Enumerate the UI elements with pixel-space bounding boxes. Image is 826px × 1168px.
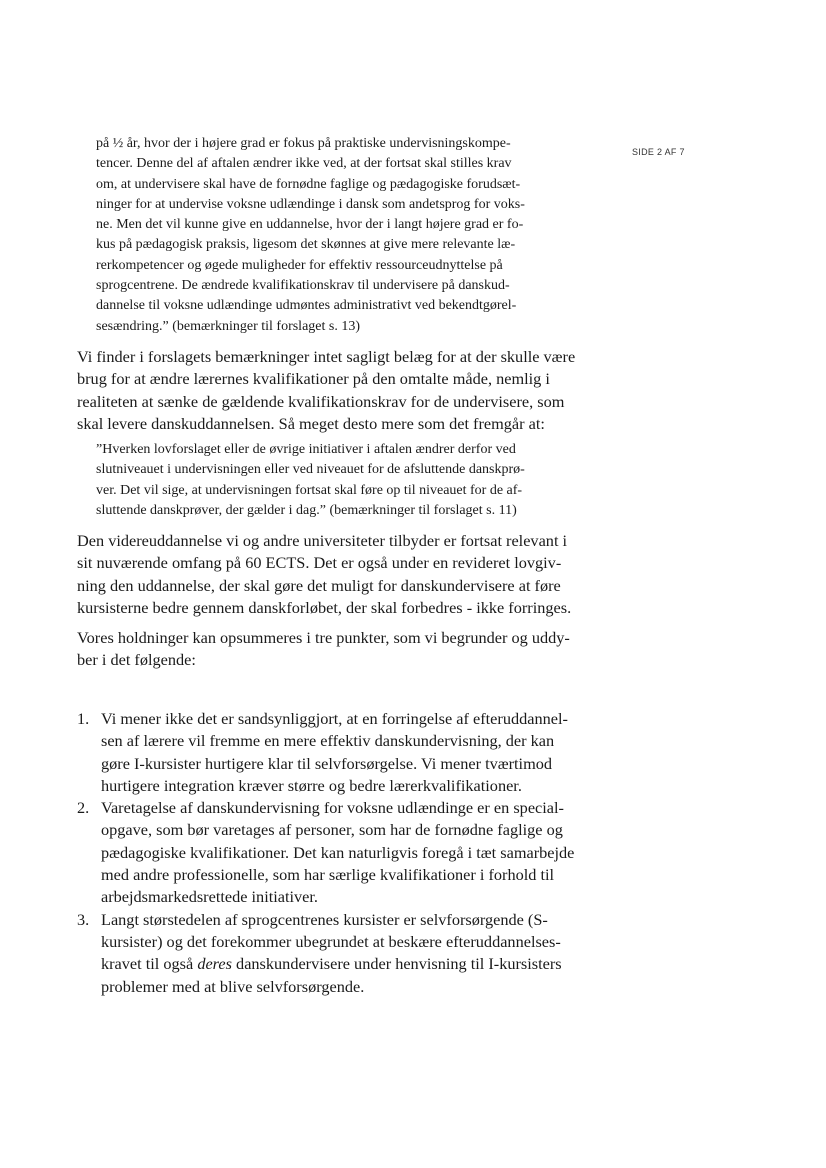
text-line: med andre professionelle, som har særlige kvalifikationer i forhold til [101,865,555,885]
text-line: ninger for at undervise voksne udlændinge i dansk som andetsprog for voks- [96,196,525,212]
text-line: Varetagelse af danskundervisning for voksne udlændinge er en special- [101,798,564,818]
text-line: Vi mener ikke det er sandsynliggjort, at en forringelse af efteruddannel- [101,709,568,728]
paragraph-1 [77,346,585,435]
text-line: realiteten at sænke de gældende kvalifikationskrav for de undervisere, som [77,391,565,411]
list-item [77,708,597,797]
text-line: brug for at ændre lærernes kvalifikationer på den omtalte måde, nemlig i [77,369,550,389]
text-line: sluttende danskprøver, der gælder i dag.” (bemærkninger til forslaget s. 11) [96,502,517,518]
list-number: 2. [77,798,90,818]
text-line: gøre I-kursister hurtigere klar til selvforsørgelse. Vi mener tværtimod [101,753,553,773]
text-line: på ½ år, hvor der i højere grad er fokus på praktiske undervisningskompe- [96,136,511,151]
text-line: ning den uddannelse, der skal gøre det muligt for danskundervisere at føre [77,575,561,595]
text-line: tencer. Denne del af aftalen ændrer ikke ved, at der fortsat skal stilles krav [96,156,512,172]
page-number-label: SIDE 2 AF 7 [632,147,685,157]
text-line: Langt størstedelen af sprogcentrenes kursister er selvforsørgende (S- [101,909,548,929]
text-line: kus på pædagogisk praksis, ligesom det skønnes at give mere relevante læ- [96,237,516,253]
text-line: sesændring.” (bemærkninger til forslaget s. 13) [96,318,361,334]
text-line: kursisterne bedre gennem danskforløbet, der skal forbedres - ikke forringes. [77,597,572,617]
text-line: sit nuværende omfang på 60 ECTS. Det er også under en revideret lovgiv- [77,553,562,573]
text-segment: kravet til også [101,954,198,974]
text-line: sen af lærere vil fremme en mere effektiv danskundervisning, der kan [101,731,555,751]
list-item [77,797,597,908]
text-line: Vores holdninger kan opsummeres i tre punkter, som vi begrunder og uddy- [77,628,570,647]
list-item [77,909,597,998]
text-line: sprogcentrene. De ændrede kvalifikationskrav til undervisere på danskud- [96,278,510,294]
text-line: kursister) og det forekommer ubegrundet at beskære efteruddannelses- [101,931,561,951]
text-line: pædagogiske kvalifikationer. Det kan naturligvis foregå i tæt samarbejde [101,842,575,862]
block-quote-middle [96,440,586,521]
emphasized-word: deres [197,954,232,974]
list-number: 1. [77,709,90,728]
text-line: opgave, som bør varetages af personer, som har de fornødne faglige og [101,820,563,840]
numbered-points-list [77,708,597,998]
text-line: Vi finder i forslagets bemærkninger intet sagligt belæg for at der skulle være [77,347,576,366]
text-line: ”Hverken lovforslaget eller de øvrige initiativer i aftalen ændrer derfor ved [96,442,516,457]
text-line: rerkompetencer og øgede muligheder for effektiv ressourceudnyttelse på [96,257,503,273]
text-line: om, at undervisere skal have de fornødne faglige og pædagogiske forudsæt- [96,176,521,192]
text-line: problemer med at blive selvforsørgende. [101,976,365,996]
text-line [101,953,597,975]
text-line: ne. Men det vil kunne give en uddannelse, hvor der i langt højere grad er fo- [96,217,524,233]
text-line: slutniveauet i undervisningen eller ved niveauet for de afsluttende danskprø- [96,462,525,478]
text-line: ver. Det vil sige, at undervisningen fortsat skal føre op til niveauet for de af- [96,482,523,498]
text-line: dannelse til voksne udlændinge udmøntes administrativt ved bekendtgørel- [96,298,517,314]
text-line: hurtigere integration kræver større og bedre lærerkvalifikationer. [101,775,522,795]
block-quote-top [96,134,566,337]
paragraph-3 [77,627,585,672]
text-line: arbejdsmarkedsrettede initiativer. [101,887,318,907]
list-number: 3. [77,909,90,929]
text-line: ber i det følgende: [77,650,196,670]
text-line: skal levere danskuddannelsen. Så meget desto mere som det fremgår at: [77,413,545,433]
text-segment: danskundervisere under henvisning til I-kursisters [231,954,562,974]
text-line: Den videreuddannelse vi og andre universiteter tilbyder er fortsat relevant i [77,531,568,550]
paragraph-2 [77,530,585,619]
